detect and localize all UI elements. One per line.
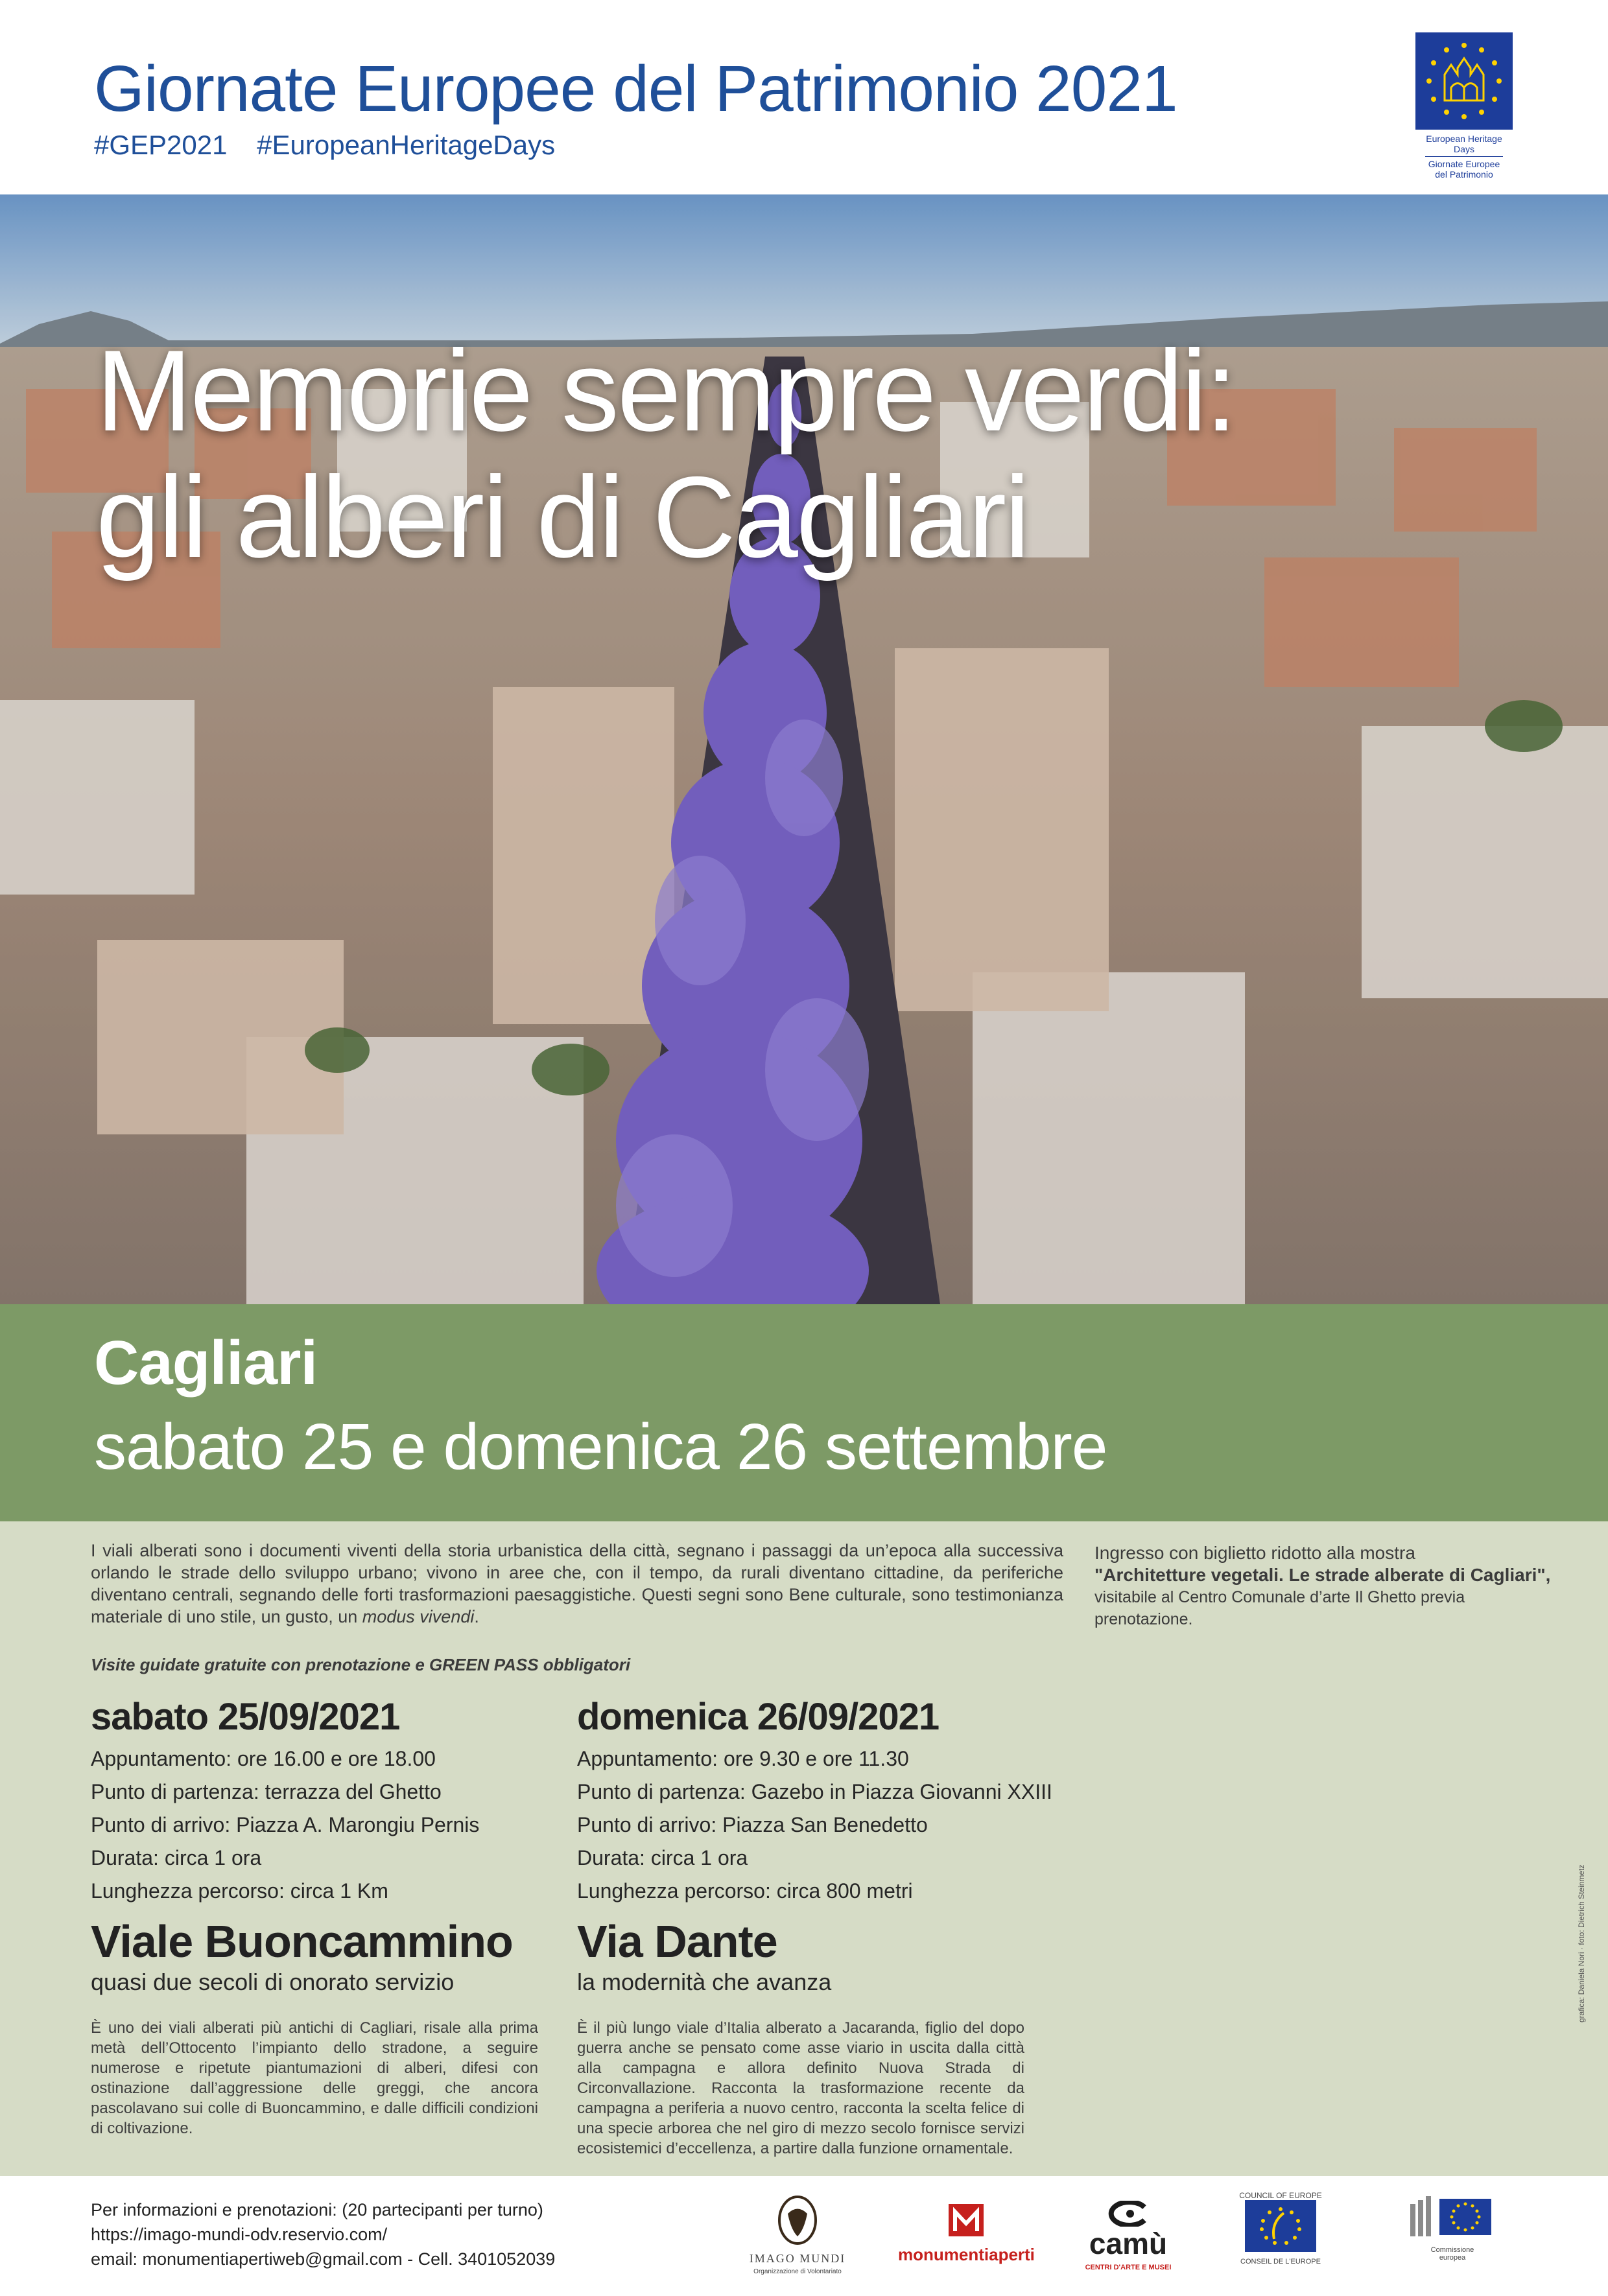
detail-line: Lunghezza percorso: circa 800 metri [577,1879,913,1903]
detail-line: Lunghezza percorso: circa 1 Km [91,1879,388,1903]
exhibition-line-1: Ingresso con biglietto ridotto alla mostra [1094,1543,1415,1563]
ehd-caption-en: European Heritage Days [1426,134,1502,154]
hero-title-line-2: gli alberi di Cagliari [96,452,1028,581]
eu-flag-icon [1415,32,1513,130]
ehd-caption [1415,134,1513,180]
sunday-details [577,1742,1052,1908]
sunday-heading: domenica 26/09/2021 [577,1696,940,1738]
saturday-heading: sabato 25/09/2021 [91,1696,400,1738]
coe-bottom: CONSEIL DE L'EUROPE [1240,2258,1321,2266]
camu-name: camù [1089,2227,1168,2260]
monumenti-aperti-name: monumentiaperti [898,2245,1035,2264]
imago-mundi-sub: Organizzazione di Volontariato [753,2268,842,2275]
intro-end: . [474,1607,479,1626]
hero-title-line-1: Memorie sempre verdi: [96,326,1236,455]
imago-mundi-name: IMAGO MUNDI [749,2252,846,2265]
saturday-route-subtitle: quasi due secoli di onorato servizio [91,1969,455,1995]
detail-line: Appuntamento: ore 16.00 e ore 18.00 [91,1747,436,1770]
contact-email-phone[interactable]: email: monumentiapertiweb@gmail.com - Cell. 3401052039 [91,2249,556,2269]
saturday-route-name: Viale Buoncammino [91,1916,513,1967]
intro-paragraph [91,1540,1063,1628]
ehd-caption-it-2: del Patrimonio [1435,169,1493,180]
hashtags [94,130,577,161]
exhibition-note [1094,1542,1561,1630]
hashtag-gep2021: #GEP2021 [94,130,228,160]
coe-top: COUNCIL OF EUROPE [1239,2191,1322,2200]
intro-italic: modus vivendi [362,1607,475,1626]
poster-header [0,0,1608,194]
monumenti-aperti-logo [898,2199,1034,2265]
contact-line-1: Per informazioni e prenotazioni: (20 partecipanti per turno) [91,2200,543,2220]
european-commission-logo [1401,2191,1504,2262]
ehd-caption-it-1: Giornate Europee [1428,159,1500,169]
camu-icon [1099,2201,1157,2227]
contact-info [91,2197,555,2271]
hero-title [96,327,1235,580]
sunday-column [577,1695,1052,2159]
intro-text: I viali alberati sono i documenti viventi della storia urbanistica della città, segnano i passaggi da un’epoca alla successiva orlando le strade dello sviluppo urbano; vivono in aree che, con il tempo, da rurali diventano cittadine, da periferiche diventano centrali, segnando delle forti trasformazioni paesaggistiche. Questi segni sono Bene culturale, sono testimonianza materiale di uno stile, un gusto, un [91,1541,1063,1626]
council-of-europe-logo [1238,2191,1323,2266]
imago-mundi-icon [775,2194,820,2246]
ec-line-2: europea [1439,2254,1466,2262]
event-city: Cagliari [94,1328,318,1398]
detail-line: Punto di arrivo: Piazza A. Marongiu Pernis [91,1813,480,1836]
ec-line-1: Commissione [1430,2246,1474,2254]
visits-note: Visite guidate gratuite con prenotazione e GREEN PASS obbligatori [91,1655,631,1674]
sunday-route-description: È il più lungo viale d’Italia alberato a Jacaranda, figlio del dopo guerra anche se pensato come asse viario in uscita dalla città alla campagna e allora definito Nuova Strada di Circonvallazione. Racconta la trasformazione recente da campagna a periferia a nuovo centro, racconta la scelta felice di una specie arborea che nel giro di mezzo secolo fornisce servizi ecosistemici d’eccellenza, a partire dalla funzione ornamentale. [577,2019,1024,2157]
detail-line: Durata: circa 1 ora [91,1846,262,1869]
exhibition-line-3: visitabile al Centro Comunale d’arte Il Ghetto previa prenotazione. [1094,1588,1465,1628]
photo-credits: grafica: Daniela Nori · foto: Dietrich Steinmetz [1577,1864,1586,2022]
ehd-divider [1425,156,1503,157]
council-of-europe-icon [1245,2200,1316,2252]
imago-mundi-logo [733,2194,862,2275]
exhibition-title: "Architetture vegetali. Le strade alberate di Cagliari", [1094,1565,1551,1585]
hashtag-european-heritage-days: #EuropeanHeritageDays [257,130,556,160]
monumenti-aperti-icon [943,2199,989,2239]
booking-link[interactable]: https://imago-mundi-odv.reservio.com/ [91,2225,388,2244]
sunday-route-subtitle: la modernità che avanza [577,1969,832,1995]
saturday-column [91,1695,538,2138]
detail-line: Appuntamento: ore 9.30 e ore 11.30 [577,1747,909,1770]
detail-line: Punto di partenza: terrazza del Ghetto [91,1780,442,1803]
detail-line: Punto di arrivo: Piazza San Benedetto [577,1813,928,1836]
camu-sub: CENTRI D'ARTE E MUSEI [1085,2264,1172,2271]
detail-line: Punto di partenza: Gazebo in Piazza Giovanni XXIII [577,1780,1052,1803]
saturday-route-description: È uno dei viali alberati più antichi di Cagliari, risale alla prima metà dell’Ottocento l’impianto dello stradone, a seguire numerose e ripetute piantumazioni di alberi, difesi con ostinazione dall’aggressione delle greggi, che ancora pascolavano sui colle di Buoncammino, e dalle difficili condizioni di coltivazione. [91,2019,538,2137]
event-dates: sabato 25 e domenica 26 settembre [94,1411,1107,1483]
detail-line: Durata: circa 1 ora [577,1846,748,1869]
sunday-route-name: Via Dante [577,1916,777,1967]
european-heritage-days-logo [1415,32,1513,180]
event-series-title: Giornate Europee del Patrimonio 2021 [94,53,1177,125]
saturday-details [91,1742,532,1908]
european-commission-icon [1404,2191,1501,2243]
camu-logo [1076,2201,1180,2271]
